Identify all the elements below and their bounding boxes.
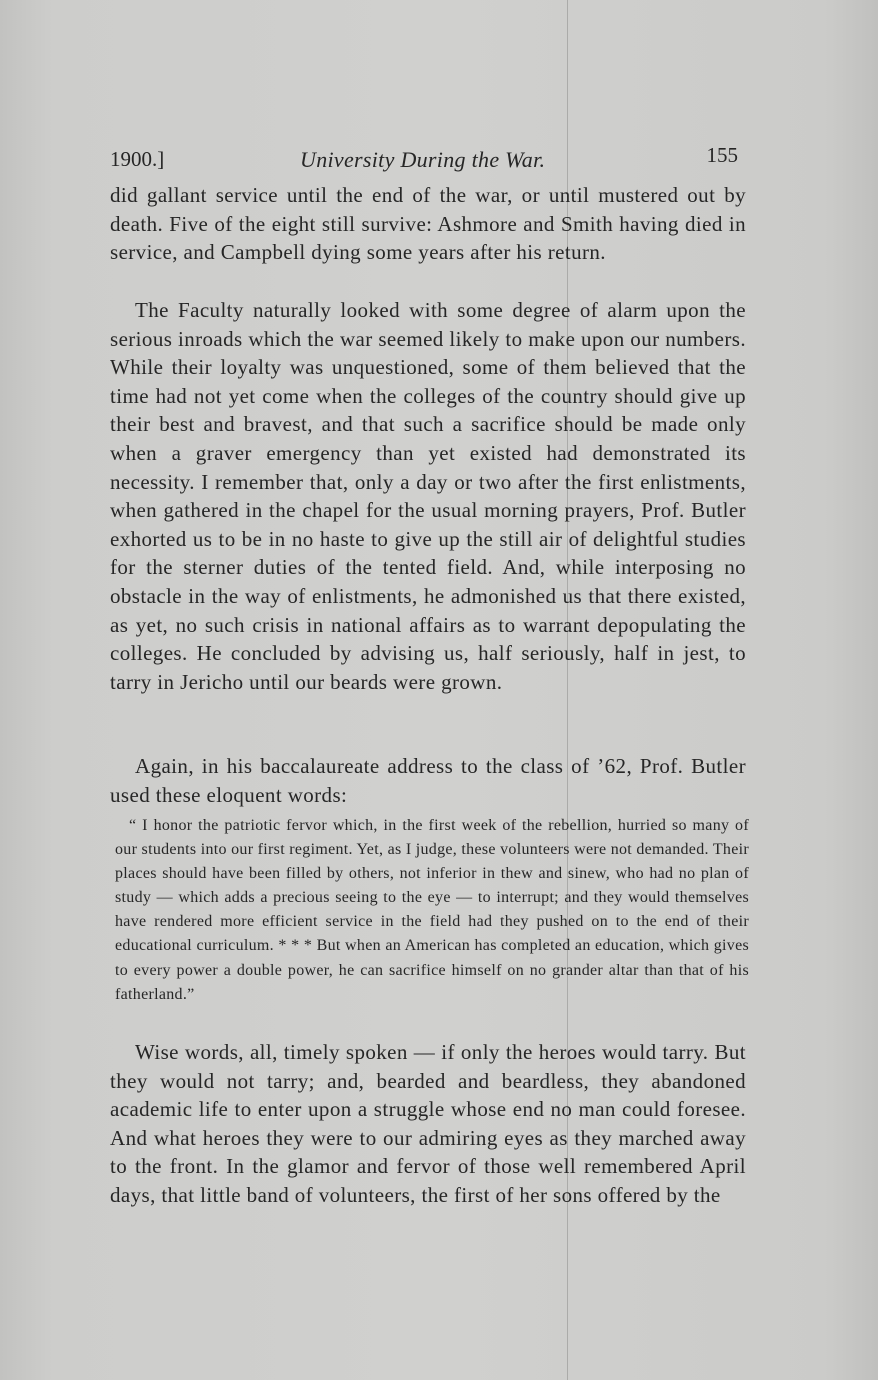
paragraph-1: did gallant service until the end of the war, or until mustered out by death. Five of the eight still survive: Ashmore and Smith having died in service, and Campbell dying some years after his return. — [110, 183, 746, 265]
paragraph-4: Wise words, all, timely spoken — if only the heroes would tarry. But they would not tarry; and, bearded and beardless, they abandoned academic life to enter upon a struggle whose end no man could foresee. And what heroes they were to our admiring eyes as they marched away to the front. In the glamor and fervor of those well remembered April days, that little band of volunteers, the first of her sons offered by the — [110, 1040, 746, 1207]
block-quote: “ I honor the patriotic fervor which, in the first week of the rebellion, hurried so many of our students into our first regiment. Yet, as I judge, these volunteers were not demanded. Their places should have been filled by others, not inferior in thew and sinew, who had no plan of study — which adds a precious seeing to the eye — to interrupt; and they would themselves have rendered more efficient service in the field had they pushed on to the end of their educational curriculum. * * * But when an American has completed an education, which gives to every power a double power, he can sacrifice himself on no grander altar than that of his fatherland.” — [115, 817, 749, 1003]
paragraph-3: Again, in his baccalaureate address to the class of ’62, Prof. Butler used these eloquent words: — [110, 754, 746, 807]
page-number: 155 — [706, 143, 738, 167]
header-running-title: University During the War. — [300, 147, 546, 172]
paragraph-2: The Faculty naturally looked with some degree of alarm upon the serious inroads which the war seemed likely to make upon our numbers. While their loyalty was unquestioned, some of them believed that the time had not yet come when the colleges of the country should give up their best and bravest, and that such a sacrifice should be made only when a graver emergency than yet existed had demonstrated its necessity. I remember that, only a day or two after the first enlistments, when gathered in the chapel for the usual morning prayers, Prof. Butler exhorted us to be in no haste to give up the still air of delightful studies for the sterner duties of the tented field. And, while interposing no obstacle in the way of enlistments, he admonished us that there existed, as yet, no such crisis in national affairs as to warrant depopulating the colleges. He concluded by advising us, half seriously, half in jest, to tarry in Jericho until our beards were grown. — [110, 298, 746, 694]
header-year: 1900.] — [110, 147, 165, 171]
running-header — [110, 143, 740, 175]
